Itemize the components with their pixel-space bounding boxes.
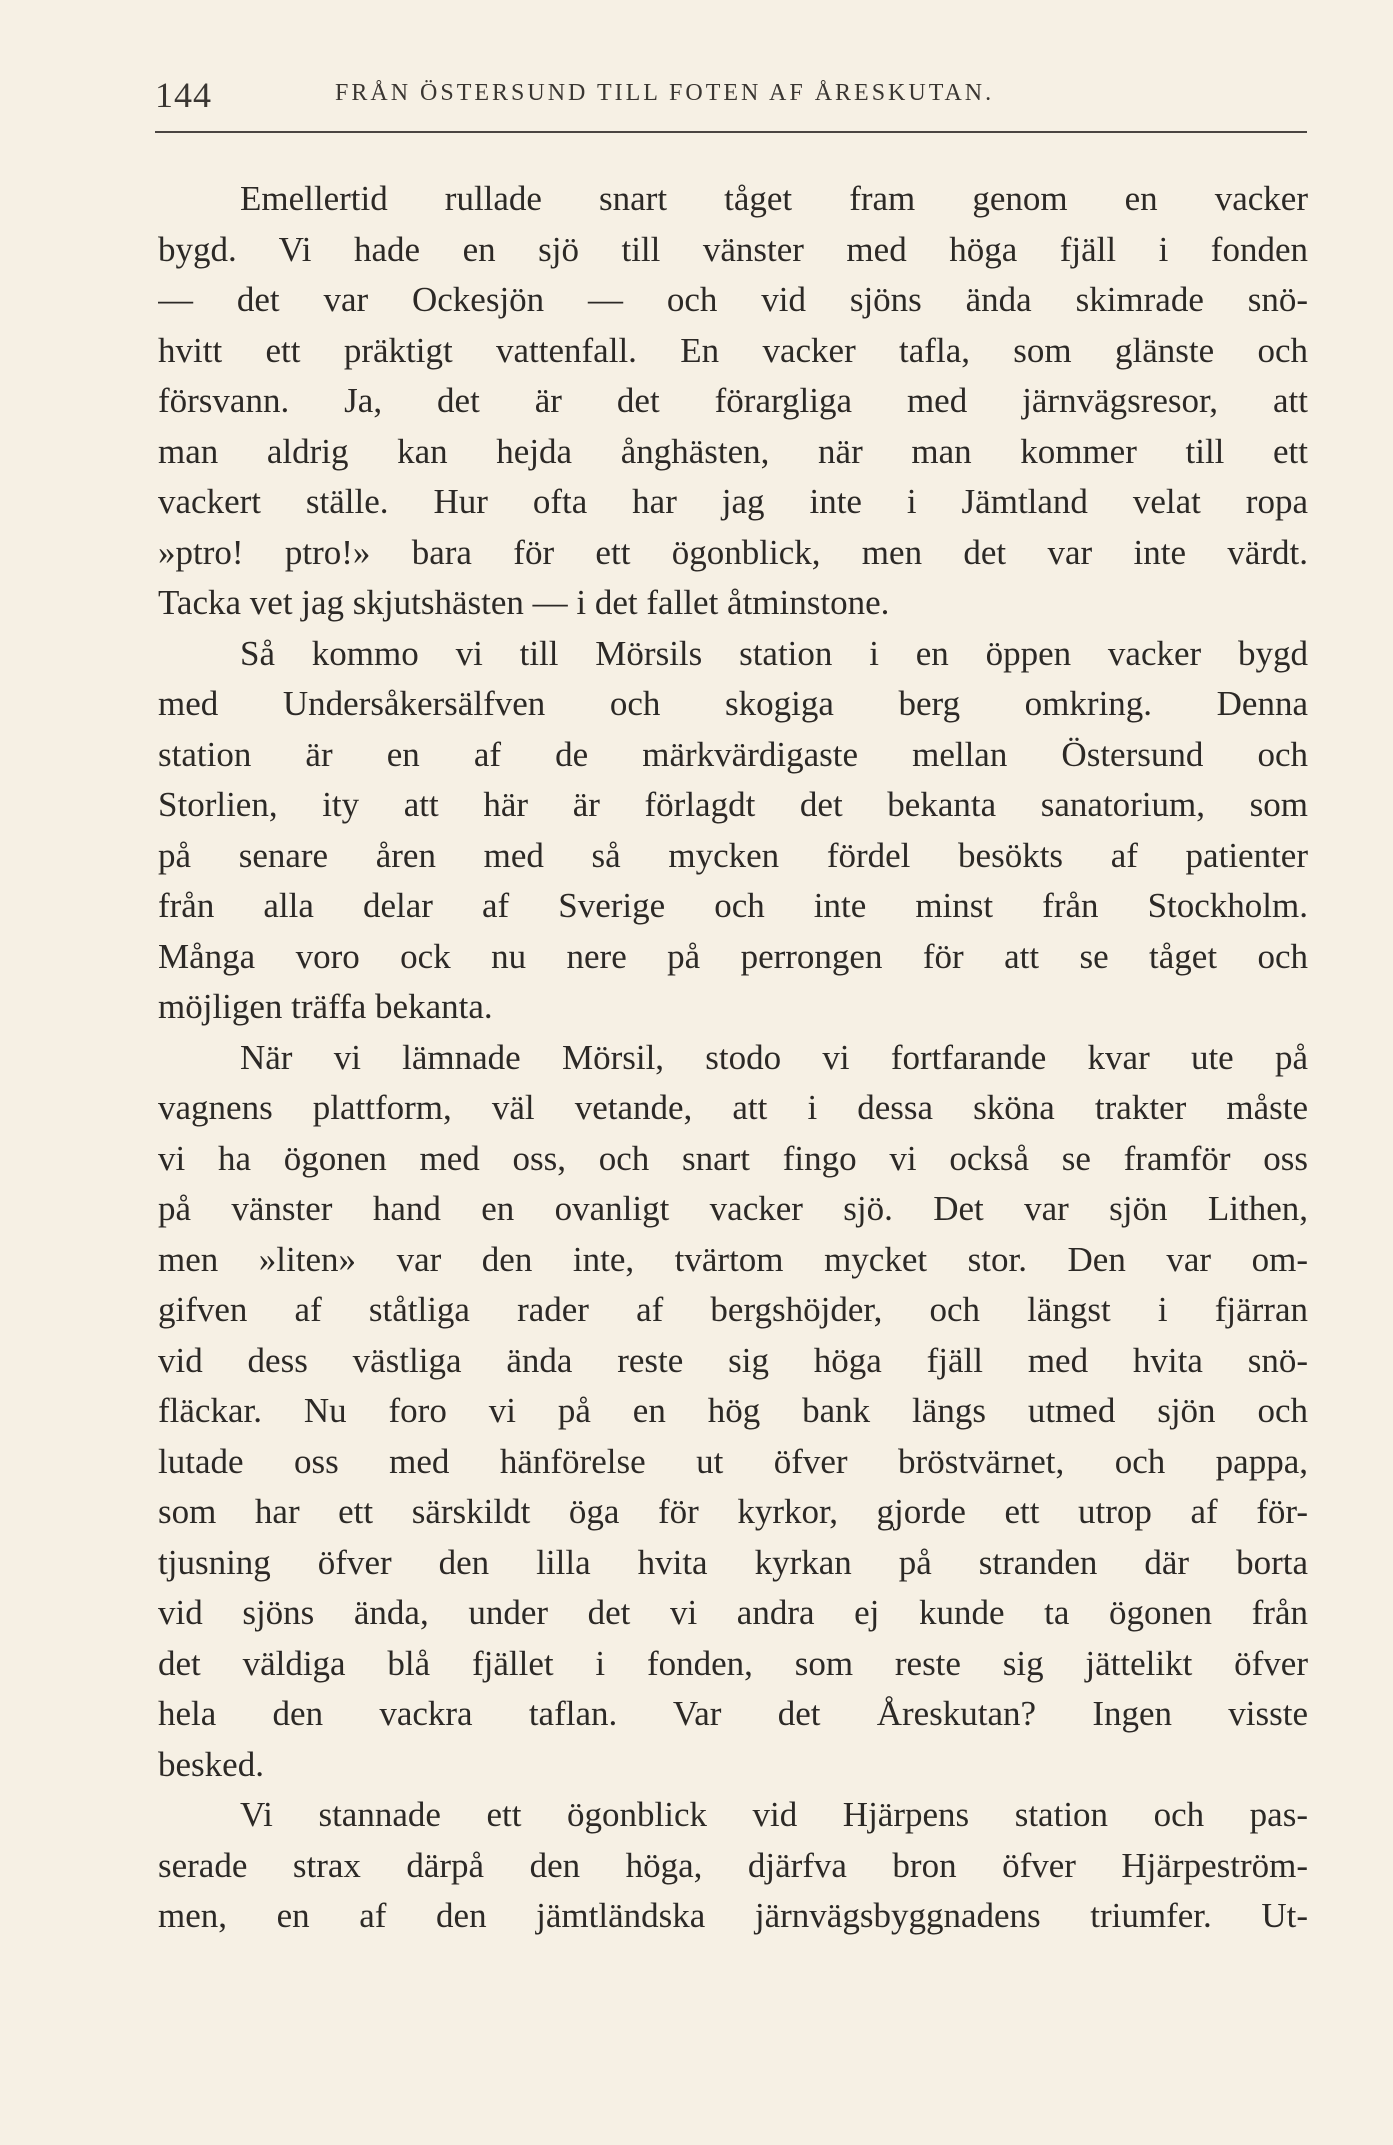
text-line: bygd. Vi hade en sjö till vänster med höga fjäll i fonden [158, 229, 1308, 269]
text-line: som har ett särskildt öga för kyrkor, gjorde ett utrop af för- [158, 1492, 1308, 1531]
text-line: det väldiga blå fjället i fonden, som reste sig jättelikt öfver [158, 1643, 1308, 1683]
text-line: tjusning öfver den lilla hvita kyrkan på stranden där borta [158, 1542, 1308, 1582]
text-line: men, en af den jämtländska järnvägsbyggnadens triumfer. Ut- [158, 1896, 1308, 1935]
text-line: serade strax därpå den höga, djärfva bron öfver Hjärpeström- [158, 1845, 1308, 1885]
text-line: vagnens plattform, väl vetande, att i dessa sköna trakter måste [158, 1088, 1308, 1127]
header-rule [155, 131, 1307, 133]
text-line: vid sjöns ända, under det vi andra ej kunde ta ögonen från [158, 1593, 1308, 1632]
text-line: hela den vackra taflan. Var det Åreskutan? Ingen visste [158, 1694, 1308, 1733]
text-line: vackert ställe. Hur ofta har jag inte i Jämtland velat ropa [158, 482, 1308, 521]
text-line: hvitt ett präktigt vattenfall. En vacker tafla, som glänste och [158, 330, 1308, 370]
text-line: gifven af ståtliga rader af bergshöjder, och längst i fjärran [158, 1290, 1308, 1329]
page-number: 144 [155, 75, 212, 115]
body-text [158, 174, 1308, 1942]
page-header [155, 74, 1307, 114]
text-line: med Undersåkersälfven och skogiga berg omkring. Denna [158, 684, 1308, 723]
text-line: från alla delar af Sverige och inte minst från Stockholm. [158, 886, 1308, 925]
text-line: När vi lämnade Mörsil, stodo vi fortfarande kvar ute på [240, 1037, 1308, 1077]
text-line: Storlien, ity att här är förlagdt det bekanta sanatorium, som [158, 785, 1308, 824]
text-line: besked. [158, 1744, 264, 1784]
text-line: »ptro! ptro!» bara för ett ögonblick, men det var inte värdt. [158, 532, 1308, 572]
text-line: vi ha ögonen med oss, och snart fingo vi också se framför oss [158, 1138, 1308, 1178]
text-line: Emellertid rullade snart tåget fram genom en vacker [240, 179, 1308, 218]
text-line: men »liten» var den inte, tvärtom mycket stor. Den var om- [158, 1239, 1308, 1279]
text-line: försvann. Ja, det är det förargliga med järnvägsresor, att [158, 381, 1308, 420]
text-line: vid dess västliga ända reste sig höga fjäll med hvita snö- [158, 1340, 1308, 1380]
text-line: station är en af de märkvärdigaste mellan Östersund och [158, 734, 1308, 774]
text-line: möjligen träffa bekanta. [158, 987, 493, 1026]
text-line: fläckar. Nu foro vi på en hög bank längs utmed sjön och [158, 1391, 1308, 1430]
running-title: FRÅN ÖSTERSUND TILL FOTEN AF ÅRESKUTAN. [335, 80, 995, 106]
text-line: på vänster hand en ovanligt vacker sjö. Det var sjön Lithen, [158, 1189, 1308, 1228]
text-line: man aldrig kan hejda ånghästen, när man kommer till ett [158, 431, 1308, 471]
text-line: Vi stannade ett ögonblick vid Hjärpens station och pas- [240, 1795, 1308, 1834]
text-line: lutade oss med hänförelse ut öfver bröstvärnet, och pappa, [158, 1441, 1308, 1481]
text-line: Många voro ock nu nere på perrongen för att se tåget och [158, 936, 1308, 976]
text-line: Så kommo vi till Mörsils station i en öppen vacker bygd [240, 633, 1308, 673]
text-line: Tacka vet jag skjutshästen — i det fallet åtminstone. [158, 583, 890, 622]
text-line: på senare åren med så mycken fördel besökts af patienter [158, 835, 1308, 875]
text-line: — det var Ockesjön — och vid sjöns ända skimrade snö- [158, 280, 1308, 319]
